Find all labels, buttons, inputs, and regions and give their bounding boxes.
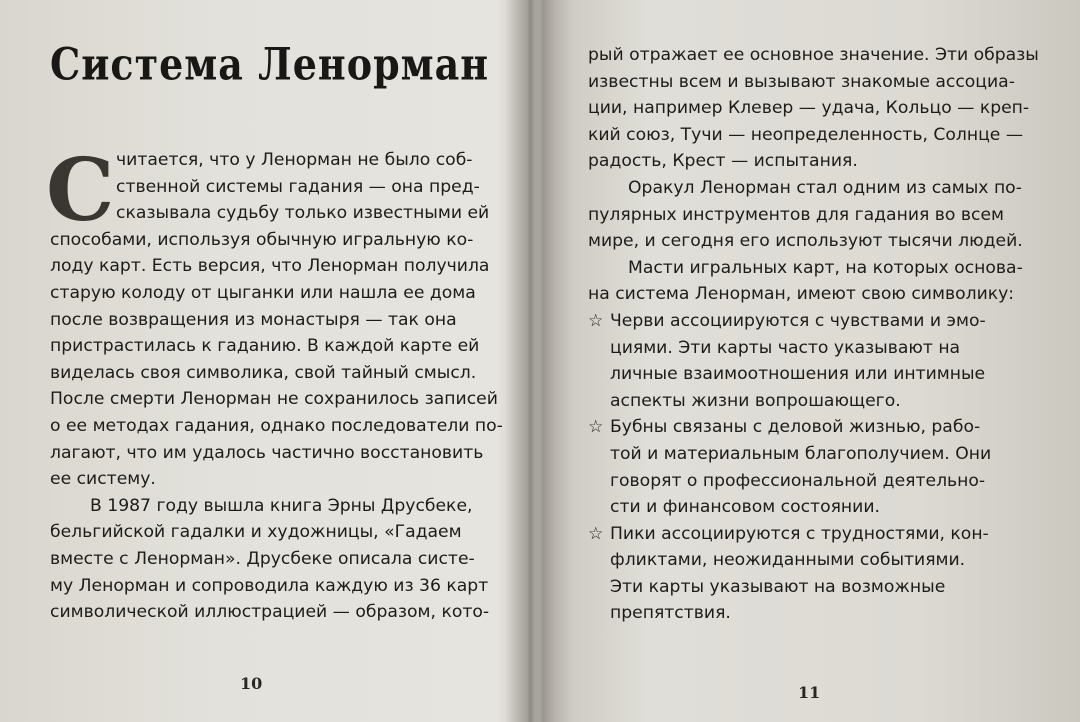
text-line: му Ленорман и сопроводила каждую из 36 карт [50, 575, 489, 596]
list-item [588, 308, 1058, 335]
chapter-title: Система Ленорман [50, 38, 490, 90]
page-number: 10 [240, 674, 263, 693]
text-line: Масти игральных карт, на которых основа- [628, 257, 1023, 278]
text-line: бельгийской гадалки и художницы, «Гадаем [50, 522, 462, 543]
text-line: лагают, что им удалось частично восстановить [50, 442, 484, 463]
text-line: на система Ленорман, имеют свою символику: [588, 284, 1015, 305]
text-line: говорят о профессиональной деятельно- [610, 470, 986, 491]
list-item-text: Бубны связаны с деловой жизнью, рабо- [610, 417, 981, 438]
text-line: старую колоду от цыганки или нашла ее дома [50, 282, 476, 303]
right-page [540, 0, 1080, 722]
left-page [0, 0, 520, 722]
text-line: той и материальным благополучием. Они [610, 443, 992, 464]
text-line: известны всем и вызывают знакомые ассоциа- [588, 71, 1015, 92]
text-line: рый отражает ее основное значение. Эти образы [588, 45, 1039, 65]
text-line: ее систему. [50, 469, 156, 490]
list-item-text: Пики ассоциируются с трудностями, кон- [610, 523, 989, 544]
text-line: фликтами, неожиданными событиями. [610, 550, 966, 571]
left-page-text [50, 147, 503, 626]
text-line: после возвращения из монастыря — так она [50, 309, 457, 330]
text-line: радость, Крест — испытания. [588, 151, 858, 172]
list-item [588, 414, 1058, 441]
text-line: аспекты жизни вопрошающего. [610, 390, 901, 411]
text-line: Эти карты указывают на возможные [610, 576, 946, 597]
text-line: виделась своя символика, свой тайный смысл. [50, 362, 477, 383]
text-line: препятствия. [610, 603, 731, 624]
star-icon: ☆ [588, 417, 604, 438]
text-line: лоду карт. Есть версия, что Ленорман получила [50, 256, 490, 277]
text-line: читается, что у Ленорман не было соб- [116, 150, 473, 170]
text-line: о ее методах гадания, однако последователи по- [50, 415, 503, 436]
right-page-text [588, 42, 1058, 627]
star-icon: ☆ [588, 523, 604, 544]
text-line: сти и финансовом состоянии. [610, 497, 880, 518]
text-line: сказывала судьбу только известными ей [116, 203, 490, 224]
text-line: пулярных инструментов для гадания во всем [588, 204, 1005, 225]
text-line: кий союз, Тучи — неопределенность, Солнце — [588, 124, 1024, 145]
text-line: В 1987 году вышла книга Эрны Друсбеке, [90, 495, 473, 516]
text-line: пристрастилась к гаданию. В каждой карте ей [50, 336, 480, 357]
text-line: символической иллюстрацией — образом, кото- [50, 602, 490, 623]
text-line: После смерти Ленорман не сохранилось записей [50, 389, 498, 410]
text-line: ственной системы гадания — она пред- [116, 176, 480, 197]
text-line: способами, используя обычную игральную ко- [50, 229, 474, 250]
page-number: 11 [798, 683, 821, 702]
text-line: мире, и сегодня его используют тысячи людей. [588, 231, 1023, 252]
text-line: ции, например Клевер — удача, Кольцо — креп- [588, 98, 1030, 119]
text-line: Оракул Ленорман стал одним из самых по- [628, 177, 1022, 198]
text-line: вместе с Ленорман». Друсбеке описала систе- [50, 548, 475, 569]
text-line: циями. Эти карты часто указывают на [610, 337, 961, 358]
text-line: личные взаимоотношения или интимные [610, 364, 986, 385]
drop-cap: С [46, 140, 115, 241]
list-item-text: Черви ассоциируются с чувствами и эмо- [610, 310, 986, 331]
list-item [588, 521, 1058, 548]
star-icon: ☆ [588, 310, 604, 331]
